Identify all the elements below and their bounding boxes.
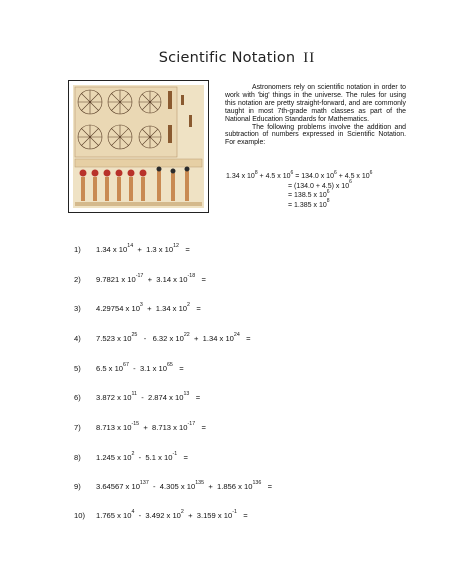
problem-1: 1) 1.34 x $10^{14} + 1.3$ x $10^{12}$ = <box>74 243 190 254</box>
example-line-4: = 1.385 x $10^8$ <box>288 198 330 209</box>
example-line-1: 1.34 x $10^8 + 4.5$ x $10^6 = 134.0$ x $10^6 + 4.5$ x $10^6$ <box>226 169 373 180</box>
problem-4: 4) 7.523 x $10^{25}$ - 6.32 x $10^{22} + 1.34$ x $10^{24}$ = <box>74 332 251 343</box>
problem-10: 10) 1.765 x $10^4 - 3.492$ x $10^2 + 3.159$ x $10^{-1}$ = <box>74 509 248 520</box>
problem-3: 3) 4.29754 x $10^3 + 1.34$ x $10^2$ = <box>74 302 201 313</box>
introduction-text <box>225 84 406 147</box>
title-main: Scientific Notation <box>158 50 296 66</box>
egyptian-star-clock-illustration <box>68 80 209 213</box>
worked-example <box>226 169 373 210</box>
example-line-2: = (134.0 + 4.5) x $10^6$ <box>288 179 352 190</box>
problem-8: 8) 1.245 x $10^2 - 5.1$ x $10^{-1}$ = <box>74 451 188 462</box>
problem-5: 5) 6.5 x $10^{67} - 3.1$ x $10^{65}$ = <box>74 362 184 373</box>
problem-6: 6) 3.872 x $10^{11} - 2.874$ x $10^{13}$ = <box>74 391 201 402</box>
example-line-3: = 138.5 x $10^6$ <box>288 188 330 200</box>
intro-paragraph-1: Astronomers rely on scientific notation in order to work with 'big' things in the universe. The rules for using this notation are pretty straight-forward, and are commonly taught in most 7th-grade math classes as part of the National Education Standards for Mathematics. <box>225 84 406 123</box>
problem-2: 2) 9.7821 x $10^{-17} + 3.14$ x $10^{-18}$ = <box>74 273 206 284</box>
title-numeral: II <box>303 50 316 66</box>
intro-paragraph-2: The following problems involve the addition and subtraction of numbers expressed in Scientific Notation. For example: <box>225 123 406 147</box>
problem-9: 9) 3.64567 x $10^{137} - 4.305$ x $10^{135} + 1.856$ x $10^{136}$ = <box>74 480 273 491</box>
page-title <box>0 50 474 67</box>
problem-7: 7) 8.713 x $10^{-15} + 8.713$ x $10^{-17}$ = <box>74 421 206 432</box>
star-clock-drawing <box>73 85 204 208</box>
